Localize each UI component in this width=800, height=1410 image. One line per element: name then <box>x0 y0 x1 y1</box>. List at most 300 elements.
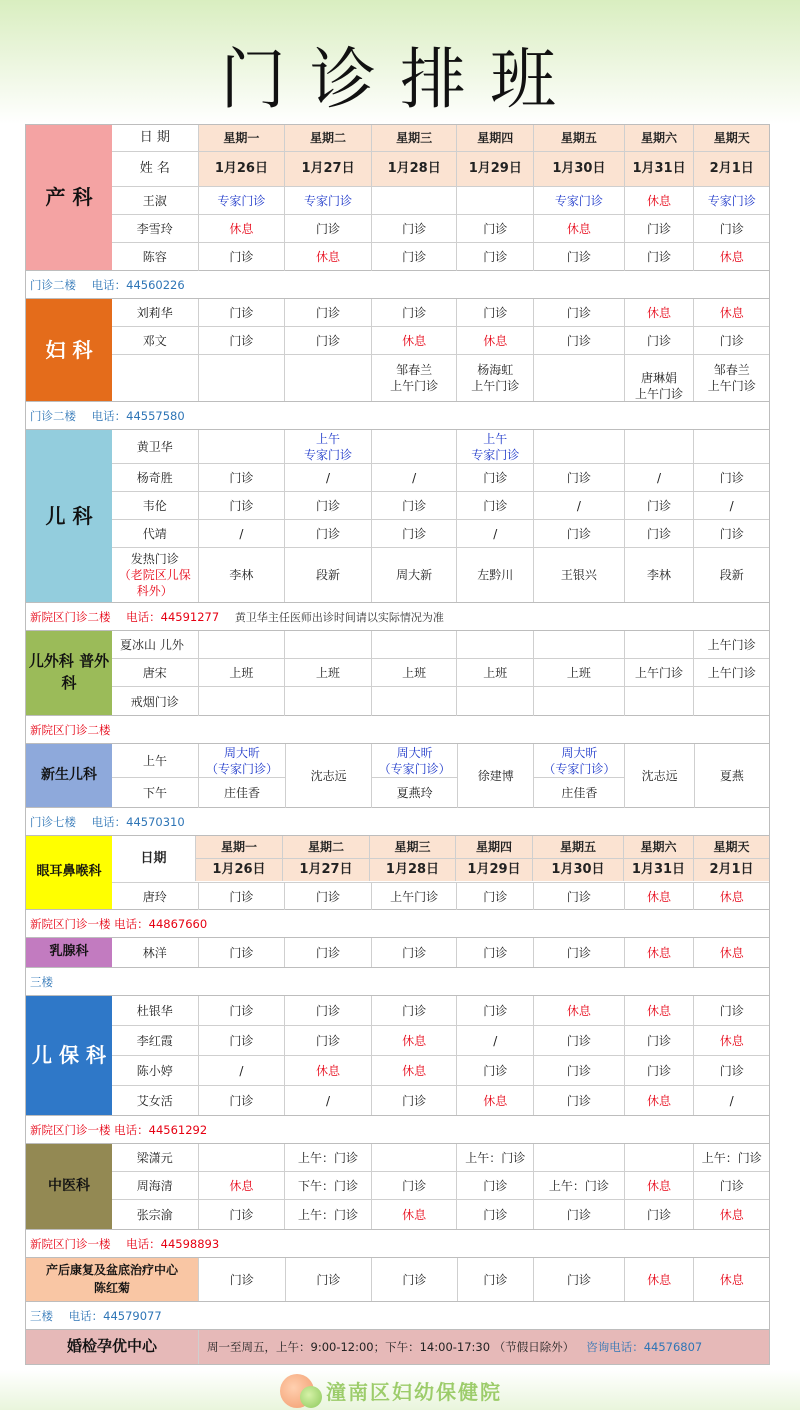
logo-leaf-icon <box>300 1386 322 1408</box>
schedule-cell: 门诊 <box>198 327 285 354</box>
doctor-name: 夏冰山 儿外 <box>120 637 184 652</box>
schedule-cell: 门诊 <box>198 938 285 967</box>
schedule-cell <box>284 355 371 401</box>
schedule-cell: 门诊 <box>198 464 285 491</box>
schedule-cell: 门诊 <box>456 938 533 967</box>
location-text: 新院区门诊二楼 <box>30 610 111 624</box>
dept-label-obstetrics: 产 科 <box>26 125 112 270</box>
weekday-cell: 星期二 <box>284 125 371 151</box>
schedule-cell: / <box>456 1026 533 1055</box>
schedule-cell: 王银兴 <box>533 548 624 602</box>
schedule-cell: 上班 <box>456 659 533 686</box>
schedule-cell: 上午：门诊 <box>284 1200 371 1229</box>
schedule-cell: 门诊 <box>533 1258 624 1301</box>
schedule-cell: 休息 <box>693 938 769 967</box>
dept-gynecology <box>25 298 770 401</box>
schedule-cell <box>624 430 694 463</box>
schedule-cell: 休息 <box>624 996 694 1025</box>
info-pediatrics <box>25 602 770 630</box>
doctor-name: 张宗渝 <box>136 1207 173 1222</box>
schedule-cell <box>533 687 624 716</box>
schedule-cell: 休息 <box>624 883 694 910</box>
dept-label-rehab: 产后康复及盆底治疗中心 陈红菊 <box>26 1258 198 1301</box>
schedule-cell: 门诊 <box>456 883 533 910</box>
schedule-cell: 门诊 <box>284 996 371 1025</box>
schedule-cell: 专家门诊 <box>533 187 624 214</box>
schedule-cell <box>456 631 533 658</box>
weekday-cell: 星期四 <box>456 125 533 151</box>
weekday-cell: 星期五 <box>533 125 624 151</box>
info-ped-surgery <box>25 715 770 743</box>
schedule-cell: 门诊 <box>624 1056 694 1085</box>
table-row <box>112 1026 769 1056</box>
schedule-cell <box>456 687 533 716</box>
schedule-cell: 沈志远 <box>624 744 693 808</box>
schedule-cell: 休息 <box>533 215 624 242</box>
dept-label-premarital: 婚检孕优中心 <box>66 1337 157 1356</box>
doctor-name: 韦伦 <box>142 498 167 513</box>
schedule-cell: 邹春兰 上午门诊 <box>371 355 457 401</box>
schedule-cell: 门诊 <box>533 883 624 910</box>
location-text: 门诊二楼 <box>30 409 76 423</box>
schedule-cell: 专家门诊 <box>693 187 769 214</box>
doctor-name: 王淑 <box>142 193 167 208</box>
schedule-cell: 段新 <box>693 548 769 602</box>
phone-text: 电话：44591277 <box>126 610 220 624</box>
schedule-cell: 休息 <box>624 299 694 326</box>
weekday-cell: 星期三 <box>371 125 457 151</box>
schedule-cell: 门诊 <box>533 520 624 547</box>
location-text: 新院区门诊一楼 电话：44561292 <box>30 1123 208 1137</box>
schedule-cell: 门诊 <box>198 243 285 271</box>
schedule-cell <box>693 687 769 716</box>
schedule-cell: 门诊 <box>285 1258 372 1301</box>
dept-label-neonatal: 新生儿科 <box>26 744 112 807</box>
dept-label-pediatrics: 儿 科 <box>26 430 112 602</box>
schedule-cell: 上班 <box>371 659 457 686</box>
schedule-cell: 上午门诊 <box>371 883 457 910</box>
schedule-cell: 休息 <box>533 996 624 1025</box>
schedule-cell: 上午门诊 <box>693 659 769 686</box>
table-row <box>112 1056 769 1086</box>
info-tcm <box>25 1229 770 1257</box>
schedule-cell <box>284 631 371 658</box>
date-cell: 1月29日 <box>456 152 533 186</box>
pm-label: 下午 <box>142 786 167 800</box>
remark-text: 黄卫华主任医师出诊时间请以实际情况为准 <box>234 611 444 624</box>
phone-text: 电话：44579077 <box>68 1309 162 1323</box>
table-row <box>112 548 769 602</box>
schedule-cell: 上午 专家门诊 <box>456 430 533 463</box>
date-cell: 1月31日 <box>624 152 694 186</box>
schedule-cell <box>624 687 694 716</box>
hospital-name: 潼南区妇幼保健院 <box>326 1380 502 1404</box>
table-row <box>112 996 769 1026</box>
weekday-cell: 星期三 <box>369 836 455 858</box>
schedule-cell: 上午门诊 <box>693 631 769 658</box>
doctor-name: 李雪玲 <box>136 221 173 236</box>
schedule-cell: 门诊 <box>371 1172 457 1199</box>
schedule-cell: 门诊 <box>533 1026 624 1055</box>
schedule-cell <box>624 1144 694 1171</box>
schedule-cell: 门诊 <box>693 1172 769 1199</box>
dept-neonatal <box>25 743 770 807</box>
schedule-cell: 休息 <box>624 1172 694 1199</box>
schedule-cell: 门诊 <box>624 215 694 242</box>
location-text: 门诊七楼 <box>30 815 76 829</box>
schedule-cell: 上午：门诊 <box>284 1144 371 1171</box>
info-neonatal <box>25 807 770 835</box>
schedule-cell: / <box>624 464 694 491</box>
schedule-cell: 门诊 <box>284 299 371 326</box>
phone-text: 电话：44570310 <box>91 815 185 829</box>
date-label: 日 期 <box>139 130 170 145</box>
phone-text: 电话：44557580 <box>91 409 185 423</box>
table-row <box>112 299 769 327</box>
schedule-cell: 周大昕 （专家门诊） <box>533 744 624 778</box>
dept-label-ped-surgery: 儿外科 普外科 <box>26 631 112 715</box>
doctor-name: 周海清 <box>136 1178 173 1193</box>
schedule-cell: 门诊 <box>456 492 533 519</box>
dept-ped-surgery <box>25 630 770 715</box>
schedule-cell: 专家门诊 <box>284 187 371 214</box>
schedule-cell: 门诊 <box>284 883 371 910</box>
schedule-cell: 门诊 <box>371 938 457 967</box>
dept-label-tcm: 中医科 <box>26 1144 112 1229</box>
table-row <box>112 215 769 243</box>
schedule-cell: 门诊 <box>456 1056 533 1085</box>
dept-tcm <box>25 1143 770 1229</box>
doctor-name: 邓文 <box>142 333 167 348</box>
schedule-cell <box>533 631 624 658</box>
schedule-cell: 夏燕 <box>694 744 769 808</box>
schedule-cell: 休息 <box>371 1056 457 1085</box>
schedule-cell: 休息 <box>456 327 533 354</box>
schedule-cell: 休息 <box>624 1086 694 1115</box>
schedule-cell: 上午：门诊 <box>456 1144 533 1171</box>
schedule-cell: 休息 <box>693 299 769 326</box>
schedule-cell: 门诊 <box>624 520 694 547</box>
doctor-name: 陈容 <box>142 250 167 264</box>
schedule-cell: 徐建博 <box>457 744 533 808</box>
dept-premarital <box>25 1329 770 1365</box>
schedule-cell: / <box>456 520 533 547</box>
table-row <box>112 631 769 659</box>
table-row <box>112 687 769 716</box>
schedule-cell: 门诊 <box>284 938 371 967</box>
dept-rehab <box>25 1257 770 1301</box>
schedule-cell: 门诊 <box>533 1200 624 1229</box>
table-row <box>112 1144 769 1172</box>
hours-text: 周一至周五，上午：9:00-12:00；下午：14:00-17:30 （节假日除外） <box>207 1340 575 1354</box>
date-cell: 1月27日 <box>282 859 369 881</box>
schedule-cell: 门诊 <box>371 520 457 547</box>
table-row <box>112 430 769 464</box>
schedule-cell <box>533 430 624 463</box>
weekday-cell: 星期一 <box>195 836 282 858</box>
schedule-cell: 左黔川 <box>456 548 533 602</box>
info-breast <box>25 967 770 995</box>
schedule-cell: 周大昕 （专家门诊） <box>198 744 285 778</box>
doctor-name: 杨奇胜 <box>136 470 173 485</box>
doctor-name: 梁潇元 <box>136 1150 173 1165</box>
doctor-name: 代靖 <box>142 526 167 541</box>
table-row <box>112 492 769 520</box>
dept-label-child-care: 儿 保 科 <box>26 996 112 1115</box>
schedule-cell: 休息 <box>693 883 769 910</box>
schedule-cell: 专家门诊 <box>198 187 285 214</box>
doctor-name: 林洋 <box>142 945 167 960</box>
date-cell: 1月28日 <box>371 152 457 186</box>
schedule-cell: 休息 <box>693 1258 769 1301</box>
schedule-cell: 李林 <box>198 548 285 602</box>
location-text: 门诊二楼 <box>30 278 76 292</box>
schedule-cell: 庄佳香 <box>533 778 624 808</box>
doctor-name: 陈小婷 <box>136 1063 173 1078</box>
info-gynecology <box>25 401 770 429</box>
location-text: 新院区门诊一楼 <box>30 1237 111 1251</box>
date-cell: 1月26日 <box>198 152 285 186</box>
schedule-cell: 门诊 <box>456 215 533 242</box>
schedule-cell: / <box>693 492 769 519</box>
schedule-cell: 休息 <box>284 1056 371 1085</box>
dept-ent <box>25 835 770 909</box>
table-row <box>112 243 769 271</box>
table-row <box>112 1200 769 1229</box>
schedule-cell: 门诊 <box>198 1258 285 1301</box>
schedule-cell: 门诊 <box>371 1258 457 1301</box>
schedule-sheet <box>25 124 770 1365</box>
phone-text: 咨询电话：44576807 <box>586 1340 703 1354</box>
weekday-cell: 星期二 <box>282 836 369 858</box>
weekday-cell: 星期六 <box>624 125 694 151</box>
table-row <box>112 187 769 215</box>
note-text: （老院区儿保 科外） <box>118 568 191 598</box>
schedule-cell: 段新 <box>284 548 371 602</box>
schedule-cell <box>284 687 371 716</box>
info-ent <box>25 909 770 937</box>
schedule-cell <box>371 1144 457 1171</box>
weekday-cell: 星期六 <box>623 836 693 858</box>
doctor-name <box>112 548 198 602</box>
dept-label-breast: 乳腺科 <box>26 938 112 967</box>
doctor-name-text: 发热门诊 <box>130 552 179 566</box>
schedule-cell: 邹春兰 上午门诊 <box>693 355 769 401</box>
schedule-cell: 休息 <box>198 215 285 242</box>
schedule-cell: 唐琳娟 上午门诊 <box>624 355 694 401</box>
weekday-cell: 星期五 <box>532 836 623 858</box>
doctor-name: 唐玲 <box>142 889 167 904</box>
table-row <box>112 659 769 687</box>
date-cell: 1月30日 <box>533 152 624 186</box>
table-row <box>112 464 769 492</box>
schedule-cell <box>198 430 285 463</box>
schedule-cell: 门诊 <box>693 215 769 242</box>
schedule-cell: 上班 <box>284 659 371 686</box>
table-row <box>112 355 769 401</box>
schedule-cell: 门诊 <box>456 1200 533 1229</box>
schedule-cell <box>624 631 694 658</box>
schedule-cell: 门诊 <box>457 1258 534 1301</box>
schedule-cell: 休息 <box>198 1172 285 1199</box>
schedule-cell: 门诊 <box>693 520 769 547</box>
schedule-cell: 门诊 <box>456 243 533 271</box>
date-cell: 1月27日 <box>284 152 371 186</box>
schedule-cell: 门诊 <box>371 492 457 519</box>
schedule-cell: 门诊 <box>371 1086 457 1115</box>
schedule-cell: 沈志远 <box>285 744 371 808</box>
footer <box>0 1370 800 1410</box>
schedule-cell: / <box>198 1056 285 1085</box>
schedule-cell <box>198 631 285 658</box>
schedule-cell: 庄佳香 <box>198 778 285 808</box>
location-text: 新院区门诊二楼 <box>30 723 111 737</box>
table-row <box>112 520 769 548</box>
location-text: 新院区门诊一楼 电话：44867660 <box>30 917 208 931</box>
schedule-cell <box>371 430 457 463</box>
schedule-cell: 门诊 <box>198 996 285 1025</box>
schedule-cell: 杨海虹 上午门诊 <box>456 355 533 401</box>
schedule-cell: 上午门诊 <box>624 659 694 686</box>
schedule-cell: 上午：门诊 <box>693 1144 769 1171</box>
schedule-cell: 上午：门诊 <box>533 1172 624 1199</box>
schedule-cell: 门诊 <box>533 1056 624 1085</box>
date-cell: 1月28日 <box>369 859 455 881</box>
info-rehab <box>25 1301 770 1329</box>
schedule-cell: 门诊 <box>533 299 624 326</box>
schedule-cell: 门诊 <box>198 883 285 910</box>
page-title: 门诊排班 <box>220 41 580 118</box>
schedule-cell: 门诊 <box>198 492 285 519</box>
am-label: 上午 <box>112 744 198 778</box>
location-text: 三楼 <box>30 1309 53 1323</box>
date-cell: 2月1日 <box>693 152 769 186</box>
schedule-cell: 门诊 <box>533 1086 624 1115</box>
schedule-cell: 门诊 <box>693 996 769 1025</box>
schedule-cell: / <box>693 1086 769 1115</box>
schedule-cell: / <box>198 520 285 547</box>
schedule-cell: 门诊 <box>533 464 624 491</box>
schedule-cell: / <box>533 492 624 519</box>
schedule-cell: 门诊 <box>198 1026 285 1055</box>
weekday-cell: 星期天 <box>693 836 769 858</box>
schedule-cell <box>456 187 533 214</box>
table-row <box>112 1086 769 1115</box>
date-cell: 1月31日 <box>623 859 693 881</box>
schedule-cell <box>533 1144 624 1171</box>
schedule-cell: 休息 <box>371 1200 457 1229</box>
location-text: 三楼 <box>30 975 53 989</box>
table-row <box>112 1172 769 1200</box>
schedule-cell <box>198 355 285 401</box>
date-cell: 1月29日 <box>455 859 532 881</box>
doctor-name: 艾女活 <box>136 1093 173 1108</box>
schedule-cell: 门诊 <box>456 464 533 491</box>
schedule-cell: 门诊 <box>371 215 457 242</box>
table-row <box>112 327 769 355</box>
schedule-cell: 门诊 <box>624 1026 694 1055</box>
schedule-cell: 门诊 <box>693 327 769 354</box>
page-header <box>0 0 800 124</box>
schedule-cell: 门诊 <box>371 996 457 1025</box>
doctor-name: 李红霞 <box>136 1033 173 1048</box>
schedule-cell <box>198 687 285 716</box>
weekday-cell: 星期四 <box>455 836 532 858</box>
doctor-name: 刘莉华 <box>136 305 173 320</box>
dept-label-gynecology: 妇 科 <box>26 299 112 401</box>
schedule-cell: 门诊 <box>284 520 371 547</box>
doctor-name: 唐宋 <box>142 665 167 680</box>
doctor-name <box>112 355 198 401</box>
table-row <box>112 883 769 910</box>
info-child-care <box>25 1115 770 1143</box>
doctor-name: 戒烟门诊 <box>130 694 179 709</box>
schedule-cell: 门诊 <box>456 996 533 1025</box>
schedule-cell: 休息 <box>624 187 694 214</box>
schedule-cell: 门诊 <box>371 299 457 326</box>
schedule-cell: 门诊 <box>533 938 624 967</box>
schedule-cell: 下午：门诊 <box>284 1172 371 1199</box>
weekday-cell: 星期一 <box>198 125 285 151</box>
schedule-cell: 门诊 <box>533 327 624 354</box>
phone-text: 电话：44598893 <box>126 1237 220 1251</box>
schedule-cell <box>371 687 457 716</box>
schedule-cell: 门诊 <box>284 327 371 354</box>
phone-text: 电话：44560226 <box>91 278 185 292</box>
weekday-cell: 星期天 <box>693 125 769 151</box>
schedule-cell: 门诊 <box>624 327 694 354</box>
schedule-cell <box>533 355 624 401</box>
dept-breast <box>25 937 770 967</box>
info-obstetrics <box>25 270 770 298</box>
schedule-cell: 休息 <box>456 1086 533 1115</box>
schedule-cell: 门诊 <box>693 1056 769 1085</box>
name-label: 姓 名 <box>139 161 170 176</box>
schedule-cell <box>693 430 769 463</box>
schedule-cell: 门诊 <box>624 492 694 519</box>
schedule-cell: / <box>371 464 457 491</box>
date-cell: 1月30日 <box>532 859 623 881</box>
dept-obstetrics <box>25 124 770 270</box>
schedule-cell: / <box>284 464 371 491</box>
schedule-cell: 休息 <box>284 243 371 271</box>
schedule-cell: 门诊 <box>624 243 694 271</box>
schedule-cell: 门诊 <box>371 243 457 271</box>
schedule-cell: 休息 <box>624 938 694 967</box>
schedule-cell: 休息 <box>693 1200 769 1229</box>
schedule-cell: 夏燕玲 <box>371 778 457 808</box>
date-label: 日期 <box>140 851 167 866</box>
schedule-cell: 休息 <box>371 1026 457 1055</box>
schedule-cell: 休息 <box>693 1026 769 1055</box>
schedule-cell: 休息 <box>371 327 457 354</box>
schedule-cell: 李林 <box>624 548 694 602</box>
schedule-cell: 门诊 <box>456 1172 533 1199</box>
schedule-cell: 上班 <box>198 659 285 686</box>
schedule-cell: 门诊 <box>693 464 769 491</box>
dept-pediatrics <box>25 429 770 602</box>
dept-label-ent: 眼耳鼻喉科 <box>26 836 112 909</box>
schedule-cell <box>371 187 457 214</box>
dept-child-care <box>25 995 770 1115</box>
schedule-cell: 休息 <box>693 243 769 271</box>
date-cell: 2月1日 <box>693 859 769 881</box>
schedule-cell: 周大昕 （专家门诊） <box>371 744 457 778</box>
doctor-name: 杜银华 <box>136 1003 173 1018</box>
schedule-cell: 门诊 <box>284 1026 371 1055</box>
schedule-cell: 门诊 <box>198 1086 285 1115</box>
date-cell: 1月26日 <box>195 859 282 881</box>
